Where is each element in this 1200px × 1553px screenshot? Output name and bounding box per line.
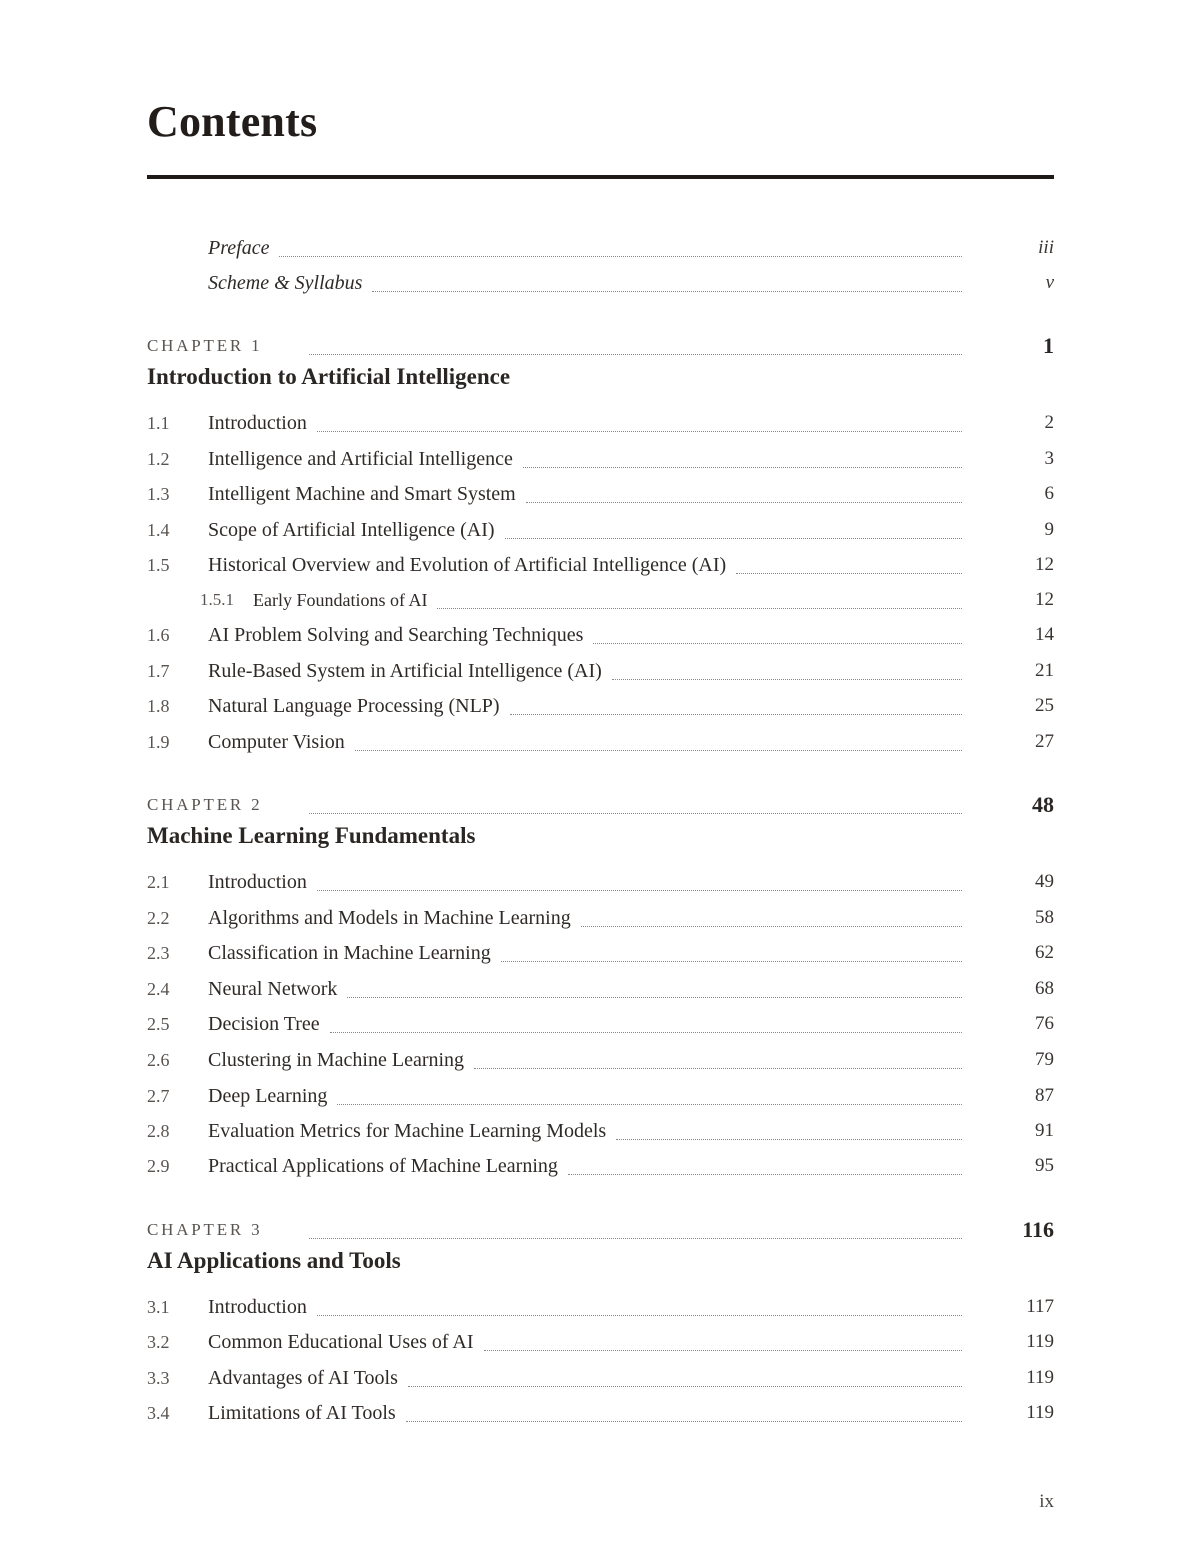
section-number: 3.3 — [147, 1368, 170, 1388]
chapter-label: CHAPTER 2 — [147, 795, 263, 814]
entry-page: 3 — [1044, 448, 1054, 469]
entry-label: Classification in Machine Learning — [208, 942, 491, 964]
entry-page: 58 — [1035, 907, 1054, 928]
chapter-title-1[interactable]: Introduction to Artificial Intelligence — [147, 364, 511, 389]
toc-entry[interactable] — [147, 650, 1054, 682]
section-number: 1.5 — [147, 555, 170, 575]
dot-leader — [372, 291, 962, 292]
chapter-page: 116 — [1022, 1217, 1054, 1242]
entry-label: Common Educational Uses of AI — [208, 1331, 474, 1353]
dot-leader — [330, 1032, 962, 1033]
entry-label: Deep Learning — [208, 1085, 328, 1107]
toc-subentry[interactable] — [147, 579, 1054, 611]
entry-label: Historical Overview and Evolution of Artificial Intelligence (AI) — [208, 554, 727, 576]
dot-leader — [347, 997, 962, 998]
entry-page: 117 — [1026, 1296, 1054, 1317]
entry-label: Advantages of AI Tools — [208, 1367, 398, 1389]
dot-leader — [510, 714, 962, 715]
dot-leader — [309, 813, 962, 814]
entry-page: 25 — [1035, 695, 1054, 716]
toc-entry[interactable] — [147, 897, 1054, 929]
section-number: 2.5 — [147, 1014, 170, 1034]
entry-page: 79 — [1035, 1049, 1054, 1070]
section-number: 2.4 — [147, 979, 170, 999]
toc-entry[interactable] — [147, 1286, 1054, 1318]
toc-entry[interactable] — [147, 861, 1054, 893]
toc-entry[interactable] — [147, 473, 1054, 505]
chapter-page: 1 — [1043, 333, 1054, 358]
toc-entry-preface[interactable] — [147, 227, 1054, 259]
entry-label: Scheme & Syllabus — [208, 272, 363, 294]
dot-leader — [337, 1104, 962, 1105]
toc-entry[interactable] — [147, 1357, 1054, 1389]
title-rule — [147, 175, 1054, 179]
section-number: 1.1 — [147, 413, 170, 433]
toc-entry[interactable] — [147, 1392, 1054, 1424]
toc-entry[interactable] — [147, 1075, 1054, 1107]
dot-leader — [437, 608, 962, 609]
chapter-label: CHAPTER 3 — [147, 1220, 263, 1239]
entry-label: Natural Language Processing (NLP) — [208, 695, 500, 717]
dot-leader — [355, 750, 962, 751]
dot-leader — [736, 573, 962, 574]
entry-label: Early Foundations of AI — [253, 590, 428, 610]
dot-leader — [501, 961, 962, 962]
entry-label: AI Problem Solving and Searching Techniques — [208, 624, 584, 646]
chapter-page: 48 — [1032, 792, 1054, 817]
toc-entry[interactable] — [147, 1039, 1054, 1071]
dot-leader — [581, 926, 962, 927]
entry-label: Limitations of AI Tools — [208, 1402, 396, 1424]
entry-label: Introduction — [208, 871, 307, 893]
entry-page: 119 — [1026, 1402, 1054, 1423]
toc-entry[interactable] — [147, 721, 1054, 753]
dot-leader — [505, 538, 962, 539]
entry-page: 12 — [1035, 589, 1054, 610]
dot-leader — [568, 1174, 962, 1175]
section-number: 1.7 — [147, 661, 170, 681]
dot-leader — [408, 1386, 962, 1387]
entry-label: Intelligence and Artificial Intelligence — [208, 448, 513, 470]
chapter-title-2[interactable]: Machine Learning Fundamentals — [147, 823, 476, 848]
entry-page: 27 — [1035, 731, 1054, 752]
entry-page: 14 — [1035, 624, 1054, 645]
section-number: 2.6 — [147, 1050, 170, 1070]
entry-label: Clustering in Machine Learning — [208, 1049, 465, 1071]
dot-leader — [484, 1350, 962, 1351]
toc-entry[interactable] — [147, 544, 1054, 576]
dot-leader — [309, 1238, 962, 1239]
entry-label: Computer Vision — [208, 731, 345, 753]
section-number: 1.3 — [147, 484, 170, 504]
dot-leader — [523, 467, 962, 468]
section-number: 2.8 — [147, 1121, 170, 1141]
chapter-heading-3[interactable] — [147, 1209, 1054, 1241]
entry-page: 119 — [1026, 1367, 1054, 1388]
page-title: Contents — [147, 97, 318, 146]
entry-page: 119 — [1026, 1331, 1054, 1352]
toc-entry[interactable] — [147, 968, 1054, 1000]
entry-label: Introduction — [208, 412, 307, 434]
section-number: 1.2 — [147, 449, 170, 469]
toc-entry-scheme-syllabus[interactable] — [147, 262, 1054, 294]
dot-leader — [309, 354, 962, 355]
entry-page: 9 — [1044, 519, 1054, 540]
dot-leader — [612, 679, 962, 680]
toc-entry[interactable] — [147, 1321, 1054, 1353]
entry-label: Decision Tree — [208, 1013, 320, 1035]
entry-page: v — [1045, 272, 1054, 293]
toc-entry[interactable] — [147, 614, 1054, 646]
toc-entry[interactable] — [147, 509, 1054, 541]
entry-label: Evaluation Metrics for Machine Learning Models — [208, 1120, 607, 1142]
toc-entry[interactable] — [147, 1110, 1054, 1142]
dot-leader — [317, 1315, 962, 1316]
entry-page: 68 — [1035, 978, 1054, 999]
entry-label: Intelligent Machine and Smart System — [208, 483, 516, 505]
chapter-heading-1[interactable] — [147, 325, 1054, 357]
section-number: 2.7 — [147, 1086, 170, 1106]
section-number: 1.4 — [147, 520, 170, 540]
chapter-title-3[interactable]: AI Applications and Tools — [147, 1248, 401, 1273]
entry-page: 49 — [1035, 871, 1054, 892]
dot-leader — [474, 1068, 962, 1069]
entry-page: 6 — [1044, 483, 1054, 504]
entry-label: Scope of Artificial Intelligence (AI) — [208, 519, 495, 541]
toc-entry[interactable] — [147, 402, 1054, 434]
entry-page: 91 — [1035, 1120, 1054, 1141]
entry-label: Rule-Based System in Artificial Intelligence (AI) — [208, 660, 602, 682]
dot-leader — [593, 643, 962, 644]
dot-leader — [526, 502, 962, 503]
entry-page: 62 — [1035, 942, 1054, 963]
toc-entry[interactable] — [147, 1145, 1054, 1177]
section-number: 2.1 — [147, 872, 170, 892]
entry-label: Practical Applications of Machine Learning — [208, 1155, 558, 1177]
dot-leader — [279, 256, 962, 257]
dot-leader — [317, 431, 962, 432]
toc-entry[interactable] — [147, 438, 1054, 470]
dot-leader — [317, 890, 962, 891]
chapter-label: CHAPTER 1 — [147, 336, 263, 355]
entry-page: 12 — [1035, 554, 1054, 575]
entry-page: 76 — [1035, 1013, 1054, 1034]
entry-page: 21 — [1035, 660, 1054, 681]
section-number: 2.3 — [147, 943, 170, 963]
dot-leader — [616, 1139, 962, 1140]
section-number: 3.1 — [147, 1297, 170, 1317]
toc-entry[interactable] — [147, 1003, 1054, 1035]
section-number: 1.5.1 — [200, 590, 234, 609]
entry-label: Preface — [208, 237, 270, 259]
section-number: 1.9 — [147, 732, 170, 752]
page-folio: ix — [1039, 1491, 1054, 1512]
section-number: 2.9 — [147, 1156, 170, 1176]
chapter-heading-2[interactable] — [147, 784, 1054, 816]
entry-page: 2 — [1044, 412, 1054, 433]
toc-entry[interactable] — [147, 932, 1054, 964]
section-number: 2.2 — [147, 908, 170, 928]
section-number: 3.2 — [147, 1332, 170, 1352]
entry-page: 87 — [1035, 1085, 1054, 1106]
entry-label: Algorithms and Models in Machine Learning — [208, 907, 571, 929]
entry-page: 95 — [1035, 1155, 1054, 1176]
section-number: 3.4 — [147, 1403, 170, 1423]
entry-label: Neural Network — [208, 978, 338, 1000]
dot-leader — [406, 1421, 962, 1422]
section-number: 1.8 — [147, 696, 170, 716]
section-number: 1.6 — [147, 625, 170, 645]
entry-page: iii — [1038, 237, 1054, 258]
toc-entry[interactable] — [147, 685, 1054, 717]
entry-label: Introduction — [208, 1296, 307, 1318]
